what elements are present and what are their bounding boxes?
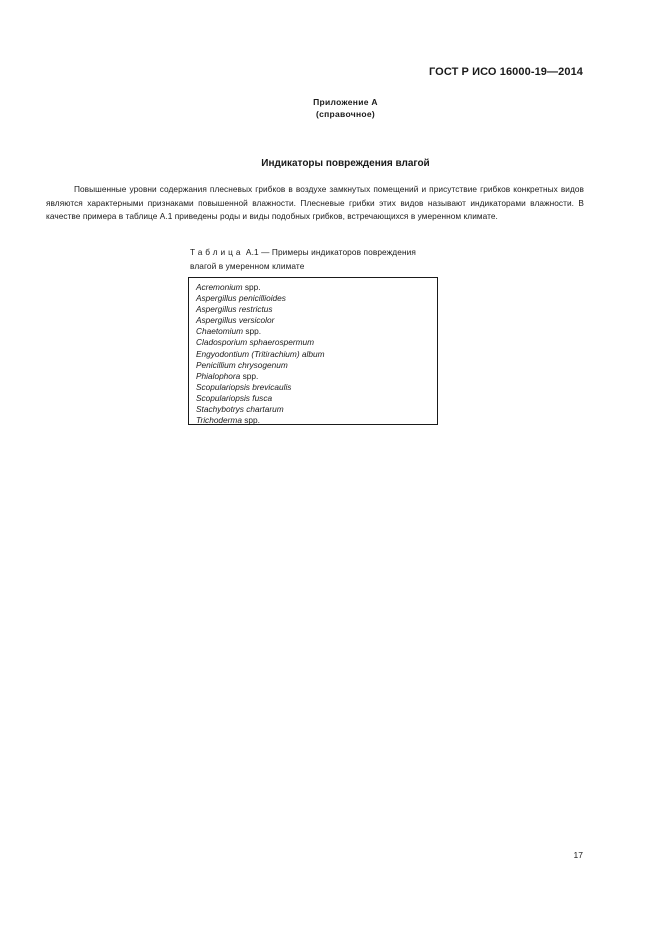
organism-name: Scopulariopsis brevicaulis	[196, 381, 292, 392]
organism-name: Chaetomium	[196, 326, 244, 337]
organism-suffix: spp.	[240, 370, 259, 381]
organism-name: Stachybotrys chartarum	[196, 404, 284, 415]
table-row	[196, 304, 437, 315]
table-row	[196, 282, 437, 293]
section-title: Индикаторы повреждения влагой	[261, 158, 430, 169]
table-row	[196, 315, 437, 326]
organism-name: Phialophora	[196, 370, 241, 381]
appendix-heading	[0, 96, 661, 120]
table-row	[196, 371, 437, 382]
standard-code: ГОСТ Р ИСО 16000-19—2014	[428, 66, 583, 78]
table-row	[196, 393, 437, 404]
table-row	[196, 349, 437, 360]
organism-name: Engyodontium (Tritirachium) album	[196, 348, 325, 359]
organism-name: Aspergillus restrictus	[196, 304, 273, 315]
appendix-title: Приложение А	[313, 97, 378, 107]
organism-suffix: spp.	[243, 326, 262, 337]
table-caption-line2: влагой в умеренном климате	[190, 260, 305, 271]
organism-suffix: spp.	[241, 415, 260, 426]
table-caption-text: А.1 — Примеры индикаторов повреждения	[243, 247, 416, 257]
table-row	[196, 404, 437, 415]
indicator-table	[188, 277, 438, 425]
organism-suffix: spp.	[242, 282, 261, 292]
table-row	[196, 337, 437, 348]
organism-name: Acremonium	[196, 282, 243, 292]
organism-name: Penicillium chrysogenum	[196, 359, 288, 370]
table-row	[196, 360, 437, 371]
table-row	[196, 293, 437, 304]
organism-name: Trichoderma	[196, 415, 242, 426]
table-caption-line1	[190, 246, 480, 260]
organism-name: Aspergillus penicillioides	[196, 293, 286, 304]
table-row	[196, 326, 437, 337]
table-row	[196, 415, 437, 426]
organism-name: Scopulariopsis fusca	[196, 392, 273, 403]
table-caption-label: Таблица	[190, 247, 244, 257]
appendix-subtitle: (справочное)	[315, 109, 376, 119]
page-number: 17	[573, 850, 583, 860]
organism-name: Aspergillus versicolor	[196, 315, 275, 326]
table-caption	[190, 246, 480, 273]
organism-name: Cladosporium sphaerospermum	[196, 337, 315, 348]
table-row	[196, 382, 437, 393]
body-paragraph: Повышенные уровни содержания плесневых грибков в воздухе замкнутых помещений и присутствие грибков конкретных видов являются характерными признаками повышенной влажности. Плесневые грибки этих видов называют индикаторами влажности. В качестве примера в таблице А.1 приведены роды и виды подобных грибков, встречающихся в умеренном климате.	[46, 184, 584, 221]
